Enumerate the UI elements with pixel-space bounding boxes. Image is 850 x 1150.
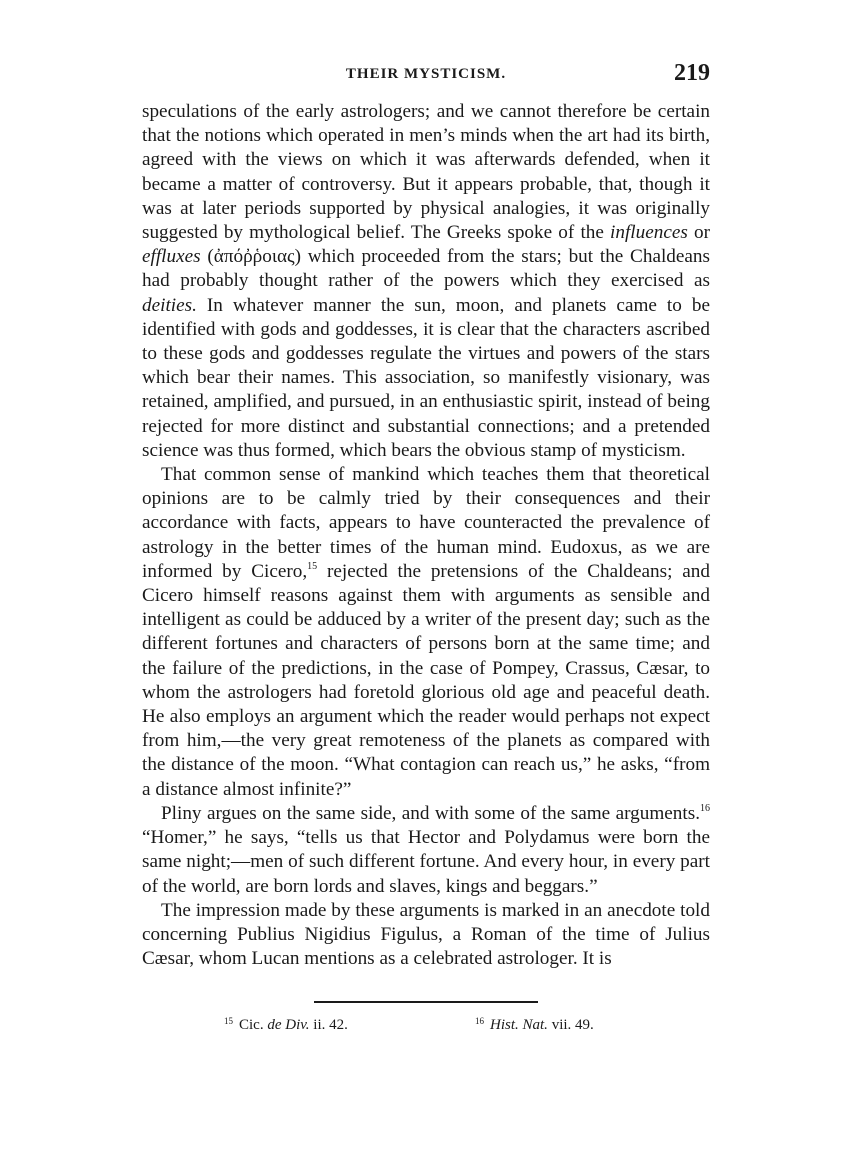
text-run: That common sense of mankind which teaches them that theoretical opinions are to be calmly tried by their consequences and their accordance with facts, appears to have counteracted the prevalence of astrology in the better times of the human mind. Eudoxus, as we are informed by Cicero, <box>142 464 710 582</box>
text-run: rejected the pretensions of the Chaldeans; and Cicero himself reasons against them with arguments as sensible and intelligent as could be adduced by a writer of the present day; such as the different fortunes and characters of persons born at the same time; and the failure of the predictions, in the case of Pompey, Crassus, Cæsar, to whom the astrologers had foretold glorious old age and peaceful death. He also employs an argument which the reader would perhaps not expect from him,—the very great remoteness of the planets as compared with the distance of the moon. “What contagion can reach us,” he asks, “from a distance almost infinite?” <box>142 560 710 800</box>
text-run: The impression made by these arguments is marked in an anecdote told concerning Publius Nigidius Figulus, a Roman of the time of Julius Cæsar, whom Lucan mentions as a celebrated astrologer. It is <box>142 899 710 970</box>
italic-term: influences <box>610 222 688 244</box>
text-run: In whatever manner the sun, moon, and planets came to be identified with gods and goddesses, it is clear that the characters ascribed to these gods and goddesses regulate the virtues and powers of the stars which bear their names. This association, so manifestly visionary, was retained, amplified, and pursued, in an enthusiastic spirit, instead of being rejected for more distinct and substantial connections; and a pretended science was thus formed, which bears the obvious stamp of mysticism. <box>142 294 710 461</box>
paragraph-3 <box>142 802 710 899</box>
italic-term: deities. <box>142 294 197 316</box>
running-title: THEIR MYSTICISM. <box>345 66 507 82</box>
text-run: or <box>687 222 710 244</box>
footnote-number: 16 <box>475 1016 484 1027</box>
paragraph-2 <box>142 463 710 802</box>
italic-term: effluxes <box>142 246 201 268</box>
text-run: speculations of the early astrologers; and we cannot therefore be certain that the notions which operated in men’s minds when the art had its birth, agreed with the views on which it was afterwards defended, when it became a matter of controversy. But it appears probable, that, though it was at later periods supported by physical analogies, it was originally suggested by mythological belief. The Greeks spoke of the <box>142 101 710 244</box>
footnote-text: vii. 49. <box>547 1017 594 1034</box>
text-run: “Homer,” he says, “tells us that Hector and Polydamus were born the same night;—men of such different fortune. And every hour, in every part of the world, are born lords and slaves, kings and beggars.” <box>142 827 710 897</box>
footnote-ref[interactable]: 15 <box>307 560 318 572</box>
footnotes <box>142 1016 710 1040</box>
footnote-16 <box>475 1016 594 1034</box>
footnote-ref[interactable]: 16 <box>700 802 710 814</box>
footnote-15 <box>224 1016 348 1034</box>
text-run: Pliny argues on the same side, and with some of the same arguments. <box>161 802 700 824</box>
paragraph-4 <box>142 899 710 972</box>
page-number: 219 <box>674 60 710 86</box>
text-run: (ἀπόῤῥοιας) which proceeded from the stars; but the Chaldeans had probably thought rather of the powers which they exercised as <box>142 246 710 292</box>
footnote-title: de Div. <box>267 1017 310 1034</box>
footnote-title: Hist. Nat. <box>490 1017 548 1034</box>
footnote-number: 15 <box>224 1016 233 1027</box>
footnote-divider <box>314 1001 538 1003</box>
book-page <box>142 60 710 1040</box>
footnote-text: ii. 42. <box>309 1017 348 1034</box>
page-header <box>142 60 710 94</box>
body-text <box>142 100 710 971</box>
paragraph-1 <box>142 100 710 463</box>
footnote-text: Cic. <box>239 1017 268 1034</box>
